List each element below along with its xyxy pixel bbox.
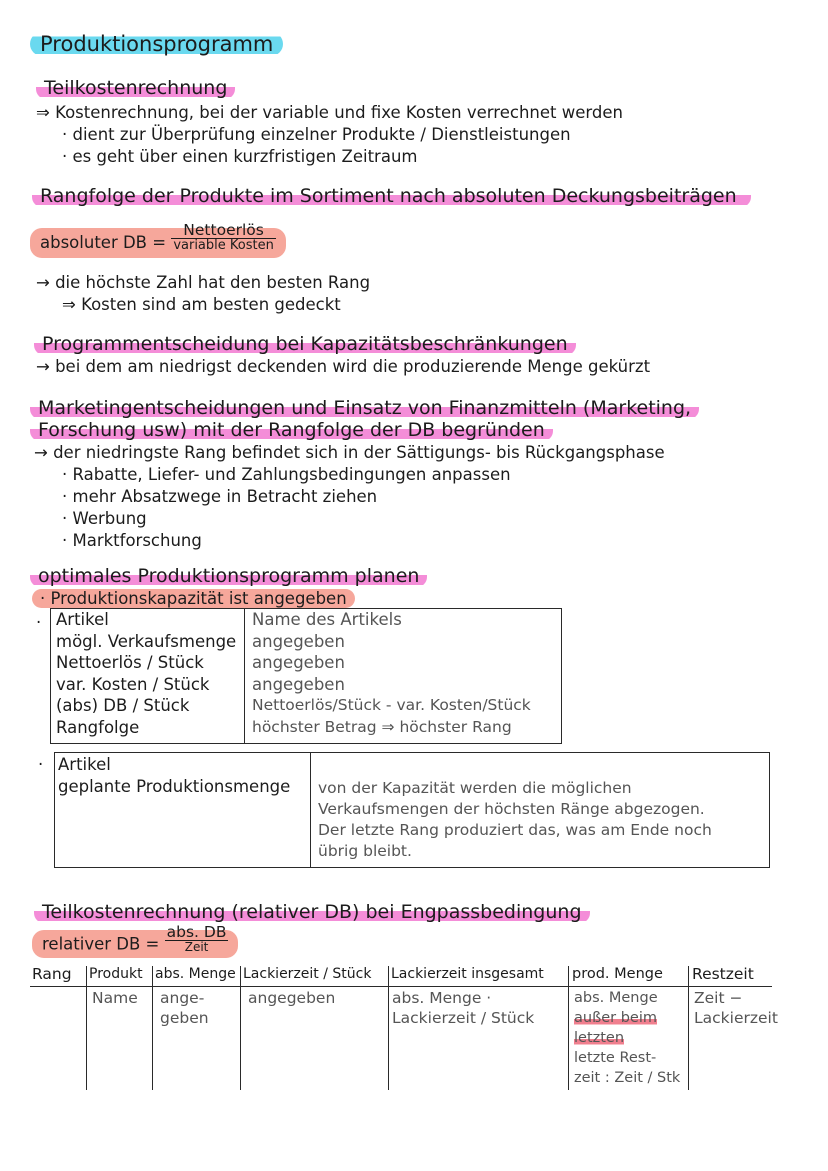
formula-absoluter-db bbox=[30, 222, 320, 258]
formula-label: absoluter DB = bbox=[40, 233, 167, 252]
table-cell-label: (abs) DB / Stück bbox=[56, 696, 190, 715]
formula-fraction: $\frac{\text{abs. DB}}{\text{Zeit}}$ bbox=[166, 923, 227, 955]
bullet-item: · es geht über einen kurzfristigen Zeitraum bbox=[62, 147, 418, 166]
text-line: → die höchste Zahl hat den besten Rang bbox=[36, 273, 371, 292]
text-line: ⇒ Kostenrechnung, bei der variable und fixe Kosten verrechnet werden bbox=[36, 103, 623, 122]
table-cell-label: var. Kosten / Stück bbox=[56, 674, 210, 694]
table-cell: Name bbox=[92, 989, 138, 1007]
bullet-item: · Werbung bbox=[62, 509, 147, 528]
column-header-lackierzeit-stueck: Lackierzeit / Stück bbox=[243, 966, 372, 982]
table-cell: von der Kapazität werden die möglichen bbox=[318, 779, 632, 797]
table-cell: letzte Rest- bbox=[574, 1050, 657, 1066]
table-cell: Artikel bbox=[58, 755, 111, 774]
table-divider bbox=[568, 966, 569, 1090]
table-cell-value: Nettoerlös/Stück - var. Kosten/Stück bbox=[252, 696, 531, 714]
table-cell: Zeit − bbox=[694, 989, 743, 1007]
table-divider bbox=[244, 608, 245, 744]
column-header-prod-menge: prod. Menge bbox=[572, 966, 663, 982]
sub-heading: · Produktionskapazität ist angegeben bbox=[32, 590, 355, 609]
bullet-dot: · bbox=[36, 613, 42, 632]
table-cell-value: höchster Betrag ⇒ höchster Rang bbox=[252, 717, 512, 736]
table-cell: zeit : Zeit / Stk bbox=[574, 1070, 681, 1086]
section-heading-teilkostenrechnung: Teilkostenrechnung bbox=[36, 78, 235, 100]
table-cell: Lackierzeit bbox=[694, 1009, 778, 1027]
section-heading-marketing-2: Forschung usw) mit der Rangfolge der DB begründen bbox=[30, 420, 553, 442]
table-cell: Lackierzeit / Stück bbox=[392, 1009, 535, 1027]
table-cell: abs. Menge · bbox=[392, 989, 492, 1007]
section-heading-programmentscheidung: Programmentscheidung bei Kapazitätsbeschränkungen bbox=[34, 334, 576, 356]
table-header-line bbox=[30, 986, 772, 987]
section-heading-marketing: Marketingentscheidungen und Einsatz von Finanzmitteln (Marketing, bbox=[30, 398, 699, 420]
formula-relativer-db bbox=[32, 923, 292, 962]
column-header-lackierzeit-gesamt: Lackierzeit insgesamt bbox=[391, 966, 544, 982]
text-line: ⇒ Kosten sind am besten gedeckt bbox=[62, 295, 341, 314]
section-heading-optimales: optimales Produktionsprogramm planen bbox=[30, 566, 427, 588]
table-divider bbox=[388, 966, 389, 1090]
table-cell: letzten bbox=[574, 1030, 625, 1046]
table-cell: angegeben bbox=[248, 989, 336, 1007]
bullet-item: · Marktforschung bbox=[62, 531, 202, 550]
table-cell: geben bbox=[160, 1009, 209, 1027]
section-heading-rangfolge: Rangfolge der Produkte im Sortiment nach absoluten Deckungsbeiträgen bbox=[32, 186, 751, 208]
text-line: → der niedringste Rang befindet sich in der Sättigungs- bis Rückgangsphase bbox=[34, 443, 665, 462]
table-cell-value: angegeben bbox=[252, 653, 345, 672]
table-cell: ange- bbox=[160, 989, 205, 1007]
bullet-item: · dient zur Überprüfung einzelner Produkte / Dienstleistungen bbox=[62, 125, 571, 144]
table-cell: Der letzte Rang produziert das, was am Ende noch bbox=[318, 821, 712, 839]
column-header-rang: Rang bbox=[32, 965, 72, 983]
table-cell: übrig bleibt. bbox=[318, 842, 412, 860]
table-divider bbox=[152, 966, 153, 1090]
bullet-item: · Rabatte, Liefer- und Zahlungsbedingungen anpassen bbox=[62, 465, 511, 484]
table-cell-value: angegeben bbox=[252, 631, 345, 651]
table-cell: Verkaufsmengen der höchsten Ränge abgezogen. bbox=[318, 800, 705, 818]
table-cell: abs. Menge bbox=[574, 990, 658, 1006]
column-header-abs-menge: abs. Menge bbox=[155, 966, 236, 982]
table-cell: geplante Produktionsmenge bbox=[58, 777, 291, 796]
bullet-item: · mehr Absatzwege in Betracht ziehen bbox=[62, 487, 378, 506]
column-header-restzeit: Restzeit bbox=[692, 965, 754, 983]
column-header-produkt: Produkt bbox=[89, 966, 143, 982]
text-line: → bei dem am niedrigst deckenden wird die produzierende Menge gekürzt bbox=[36, 357, 651, 376]
page-title: Produktionsprogramm bbox=[30, 32, 283, 56]
table-cell-value: Name des Artikels bbox=[252, 610, 402, 629]
table-cell-value: angegeben bbox=[252, 674, 345, 694]
bullet-dot: · bbox=[38, 755, 44, 774]
table-cell-label: Artikel bbox=[56, 610, 109, 629]
table-cell-label: mögl. Verkaufsmenge bbox=[56, 631, 237, 651]
table-cell-label: Rangfolge bbox=[56, 717, 140, 737]
table-divider bbox=[310, 752, 311, 868]
table-divider bbox=[240, 966, 241, 1090]
section-heading-relativer-db: Teilkostenrechnung (relativer DB) bei Engpassbedingung bbox=[34, 902, 590, 924]
table-cell: außer beim bbox=[574, 1010, 657, 1026]
formula-fraction: $\frac{\text{Nettoerlös}}{\text{variable Kosten}}$ bbox=[173, 221, 274, 254]
table-divider bbox=[688, 966, 689, 1090]
formula-label: relativer DB = bbox=[42, 934, 160, 954]
table-divider bbox=[86, 966, 87, 1090]
table-cell-label: Nettoerlös / Stück bbox=[56, 653, 204, 672]
